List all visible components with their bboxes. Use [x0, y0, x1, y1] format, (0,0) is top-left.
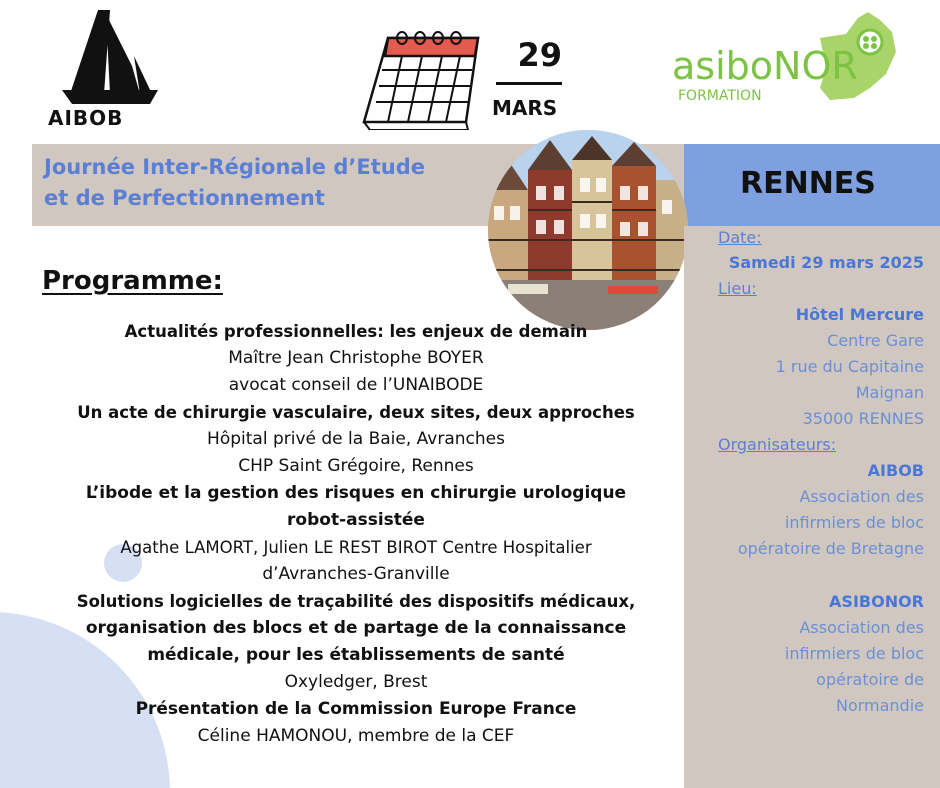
- calendar-icon: [358, 30, 482, 130]
- rennes-houses-photo: [488, 130, 688, 330]
- asibonor-logo-subtitle: FORMATION: [678, 88, 762, 104]
- programme-heading: Programme:: [42, 266, 223, 296]
- organiser-1-name: AIBOB: [867, 461, 924, 480]
- programme-item-speaker: d’Avranches-Granville: [262, 564, 450, 584]
- programme-item-speaker: Oxyledger, Brest: [284, 672, 428, 692]
- venue-name: Hôtel Mercure: [795, 305, 924, 324]
- asibonor-logo-text: asiboNOR: [672, 44, 858, 88]
- organiser-1-line: infirmiers de bloc: [784, 513, 924, 532]
- programme-item-speaker: avocat conseil de l’UNAIBODE: [228, 375, 484, 395]
- date-month: MARS: [492, 96, 558, 120]
- programme-item-speaker: Agathe LAMORT, Julien LE REST BIROT Centre Hospitalier: [120, 538, 592, 557]
- programme-item-title: organisation des blocs et de partage de la connaissance: [85, 618, 627, 638]
- lieu-label: Lieu:: [718, 279, 757, 298]
- programme-item-title: médicale, pour les établissements de santé: [147, 645, 565, 665]
- programme-item-speaker: Maître Jean Christophe BOYER: [228, 348, 484, 368]
- programme-item-speaker: CHP Saint Grégoire, Rennes: [238, 456, 474, 476]
- venue-line: Centre Gare: [827, 331, 924, 350]
- organiser-1-line: opératoire de Bretagne: [737, 539, 924, 558]
- event-info-sidebar: [684, 226, 940, 788]
- organiser-2-line: Association des: [799, 618, 924, 637]
- event-title-line-1: Journée Inter-Régionale d’Etude: [44, 155, 425, 179]
- organiser-2-line: infirmiers de bloc: [784, 644, 924, 663]
- venue-line: 1 rue du Capitaine: [775, 357, 924, 376]
- date-divider: [496, 82, 562, 85]
- programme-item-title: robot-assistée: [287, 510, 425, 530]
- programme-item-speaker: Céline HAMONOU, membre de la CEF: [197, 726, 515, 746]
- organiser-2-line: opératoire de: [816, 670, 924, 689]
- programme-item-title: Présentation de la Commission Europe France: [135, 699, 577, 719]
- sailboat-logo-icon: [40, 6, 170, 110]
- programme-item-title: Un acte de chirurgie vasculaire, deux sites, deux approches: [77, 403, 635, 422]
- organisers-label: Organisateurs:: [718, 435, 837, 454]
- date-value: Samedi 29 mars 2025: [728, 253, 924, 272]
- programme-list: [30, 318, 682, 750]
- city-banner: [684, 144, 940, 226]
- date-label: Date:: [718, 228, 762, 247]
- aibob-logo: [40, 6, 170, 130]
- organiser-1-line: Association des: [799, 487, 924, 506]
- programme-item-title: Solutions logicielles de traçabilité des dispositifs médicaux,: [76, 592, 636, 611]
- organiser-2-name: ASIBONOR: [829, 592, 924, 611]
- venue-line: Maignan: [855, 383, 924, 402]
- programme-item-title: L’ibode et la gestion des risques en chirurgie urologique: [85, 483, 627, 503]
- city-name: RENNES: [740, 166, 876, 201]
- venue-line: 35000 RENNES: [802, 409, 924, 428]
- programme-item-title: Actualités professionnelles: les enjeux de demain: [124, 322, 588, 341]
- date-day: 29: [517, 36, 562, 74]
- organiser-2-line: Normandie: [835, 696, 924, 715]
- aibob-logo-text: AIBOB: [48, 106, 124, 130]
- event-title-line-2: et de Perfectionnement: [44, 186, 325, 210]
- programme-item-speaker: Hôpital privé de la Baie, Avranches: [207, 429, 505, 449]
- asibonor-logo: [670, 8, 910, 128]
